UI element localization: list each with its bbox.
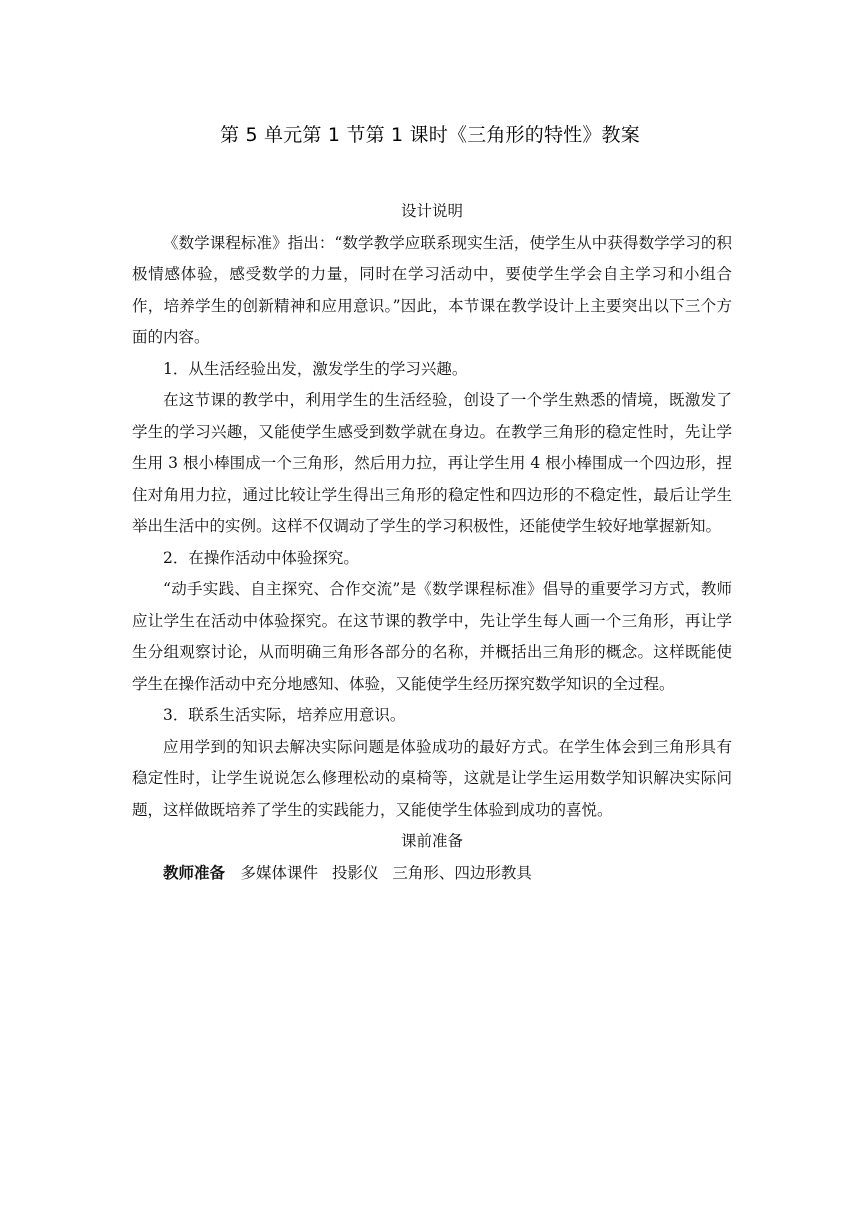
document-title: 第 5 单元第 1 节第 1 课时《三角形的特性》教案 [220, 124, 640, 146]
prep-item-models: 三角形、四边形教具 [392, 863, 532, 882]
point-2-body: “动手实践、自主探究、合作交流”是《数学课程标准》倡导的重要学习方式，教师应让学生在活动中体验探究。在这节课的教学中，先让学生每人画一个三角形，再让学生分组观察讨论，从而明确三角形各部分的名称，并概括出三角形的概念。这样既能使学生在操作活动中充分地感知、体验，又能使学生经历探究数学知识的全过程。 [132, 580, 732, 693]
document-body [132, 196, 732, 889]
section-heading-design: 设计说明 [400, 202, 463, 220]
prep-item-projector: 投影仪 [331, 863, 379, 882]
point-1-body: 在这节课的教学中，利用学生的生活经验，创设了一个学生熟悉的情境，既激发了学生的学习兴趣，又能使学生感受到数学就在身边。在教学三角形的稳定性时，先让学生用 3 根小棒围成一个三角形，然后用力拉，再让学生用 4 根小棒围成一个四边形，捏住对角用力拉，通过比较让学生得出三角形的稳定性和四边形的不稳定性，最后让学生举出生活中的实例。这样不仅调动了学生的学习积极性，还能使学生较好地掌握新知。 [132, 391, 732, 535]
teacher-prep-line [132, 858, 732, 890]
teacher-prep-label: 教师准备 [163, 863, 226, 882]
point-2-heading: 2．在操作活动中体验探究。 [163, 548, 359, 567]
point-3-heading: 3．联系生活实际，培养应用意识。 [163, 706, 406, 724]
point-1-heading: 1．从生活经验出发，激发学生的学习兴趣。 [163, 359, 468, 378]
section-heading-prep: 课前准备 [400, 832, 463, 850]
point-3-body: 应用学到的知识去解决实际问题是体验成功的最好方式。在学生体会到三角形具有稳定性时，让学生说说怎么修理松动的桌椅等，这就是让学生运用数学知识解决实际问题，这样做既培养了学生的实践能力，又能使学生体验到成功的喜悦。 [132, 737, 732, 819]
prep-item-multimedia: 多媒体课件 [240, 863, 319, 882]
intro-paragraph: 《数学课程标准》指出：“数学教学应联系现实生活，使学生从中获得数学学习的积极情感体验，感受数学的力量，同时在学习活动中，要使学生学会自主学习和小组合作，培养学生的创新精神和应用意识。”因此，本节课在教学设计上主要突出以下三个方面的内容。 [132, 233, 732, 346]
